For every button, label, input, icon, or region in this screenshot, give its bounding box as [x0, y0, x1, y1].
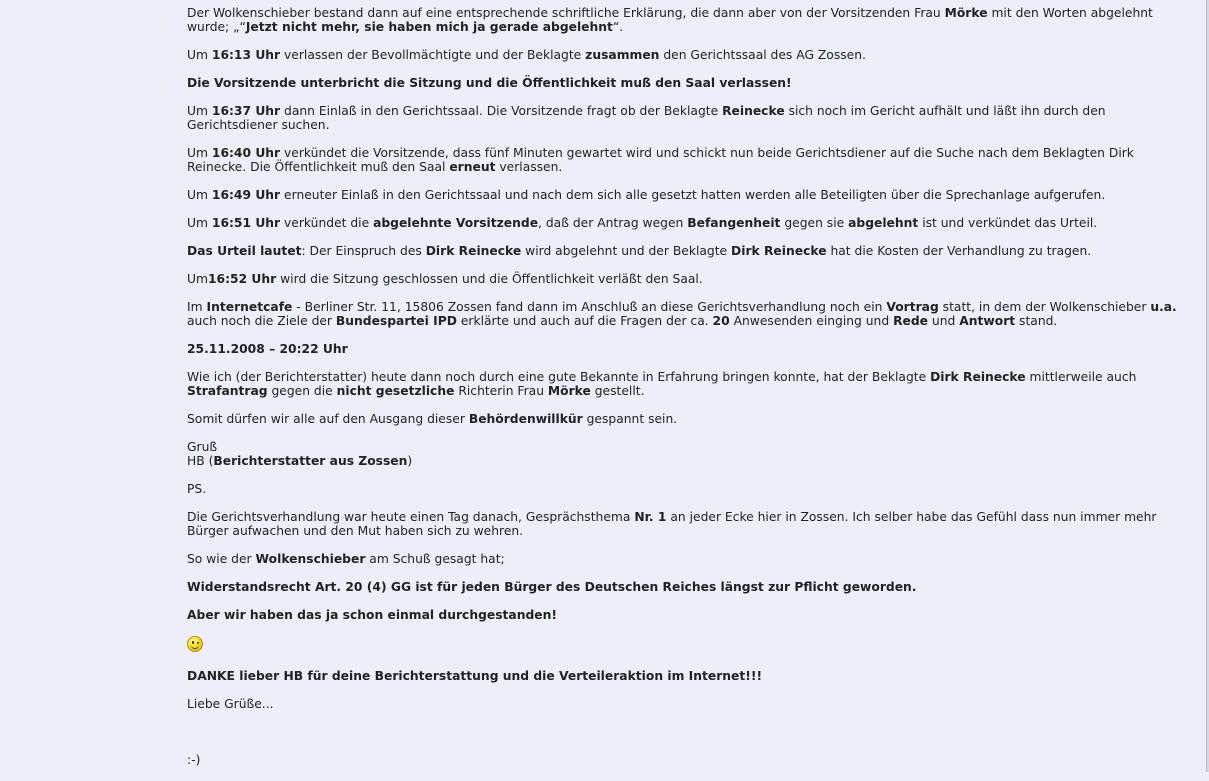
text: Wie ich (der Berichterstatter) heute dann noch durch eine gute Bekannte in Erfahrung bringen konnte, hat der Beklagte	[187, 370, 931, 384]
text: stand.	[1015, 314, 1058, 328]
text: sich noch im Gericht aufhält und läßt ihn durch den Gerichtsdiener suchen.	[187, 104, 1106, 132]
paragraph-liebe-gruesse	[187, 697, 1191, 711]
text: gegen sie	[780, 216, 849, 230]
text: HB (	[187, 454, 214, 468]
paragraph-date-heading	[187, 342, 1191, 356]
paragraph-ps	[187, 482, 1191, 496]
text: Der Wolkenschieber bestand dann auf eine entsprechende schriftliche Erklärung, die dann aber von der Vorsitzenden Frau	[187, 6, 945, 20]
paragraph-behoerdenwillkuer	[187, 412, 1191, 426]
text: an jeder Ecke hier in Zossen. Ich selber habe das Gefühl dass nun immer mehr Bürger aufwachen und den Mut haben sich zu wehren.	[187, 510, 1157, 538]
paragraph-1649	[187, 188, 1191, 202]
text: Um	[187, 48, 212, 62]
paragraph-1652	[187, 272, 1191, 286]
text: Liebe Grüße...	[187, 697, 274, 711]
paragraph-gespraechsthema	[187, 510, 1191, 538]
text: wird abgelehnt und der Beklagte	[521, 244, 732, 258]
bold-text: Befangenheit	[687, 216, 781, 230]
text: Um	[187, 104, 212, 118]
bold-text: Internetcafe	[206, 300, 293, 314]
bold-text: DANKE lieber HB für deine Berichterstattung und die Verteileraktion im Internet!!!	[187, 669, 763, 683]
text: gestellt.	[590, 384, 645, 398]
text: wird die Sitzung geschlossen und die Öffentlichkeit verläßt den Saal.	[276, 272, 703, 286]
text: verlassen.	[495, 160, 563, 174]
text: Um	[187, 216, 212, 230]
paragraph-1651	[187, 216, 1191, 230]
text: gegen die	[267, 384, 337, 398]
text: Die Gerichtsverhandlung war heute einen Tag danach, Gesprächsthema	[187, 510, 635, 524]
text: mittlerweile auch	[1025, 370, 1137, 384]
text: verkündet die Vorsitzende, dass fünf Minuten gewartet wird und schickt nun beide Gerichtsdiener auf die Suche nach dem Beklagten Dirk Reinecke. Die Öffentlichkeit muß den Saal	[187, 146, 1134, 174]
text: gespannt sein.	[582, 412, 678, 426]
bold-text: Widerstandsrecht Art. 20 (4) GG ist für jeden Bürger des Deutschen Reiches längst zur Pflicht geworden.	[187, 580, 917, 594]
text: - Berliner Str. 11, 15806 Zossen fand dann im Anschluß an diese Gerichtsverhandlung noch ein	[292, 300, 887, 314]
bold-text: Vortrag	[886, 300, 939, 314]
bold-text: 20	[712, 314, 730, 328]
bold-text: Dirk Reinecke	[425, 244, 522, 258]
bold-text: zusammen	[585, 48, 660, 62]
text: Um	[187, 272, 208, 286]
paragraph-wolkenschieber-quote-intro	[187, 552, 1191, 566]
bold-text: Antwort	[959, 314, 1016, 328]
bold-text: Rede	[893, 314, 929, 328]
paragraph-strafantrag	[187, 370, 1191, 398]
time-text: 16:51 Uhr	[211, 216, 281, 230]
text: , daß der Antrag wegen	[538, 216, 688, 230]
bold-text: Berichterstatter aus Zossen	[213, 454, 408, 468]
text: So wie der	[187, 552, 256, 566]
paragraph-emoticon-text	[187, 753, 1191, 767]
text: den Gerichtssaal des AG Zossen.	[659, 48, 866, 62]
bold-quote: Jetzt nicht mehr, sie haben mich ja gerade abgelehnt	[245, 20, 613, 34]
time-text: 16:52 Uhr	[207, 272, 277, 286]
text: hat die Kosten der Verhandlung zu tragen.	[826, 244, 1092, 258]
paragraph-interruption	[187, 76, 1191, 90]
paragraph-danke	[187, 669, 1191, 683]
text: am Schuß gesagt hat;	[365, 552, 505, 566]
paragraph-declaration	[187, 6, 1191, 34]
smiley-line	[187, 636, 1191, 656]
text: verkündet die	[280, 216, 374, 230]
text: )	[407, 454, 413, 468]
text: Anwesenden einging und	[729, 314, 894, 328]
paragraph-1640	[187, 146, 1191, 174]
bold-text: Dirk Reinecke	[731, 244, 827, 258]
bold-text: Reinecke	[722, 104, 785, 118]
text: “.	[612, 20, 624, 34]
bold-text: Bundespartei IPD	[335, 314, 457, 328]
text: statt, in dem der Wolkenschieber	[938, 300, 1151, 314]
bold-text: Aber wir haben das ja schon einmal durchgestanden!	[187, 608, 557, 622]
wink-smiley-icon	[187, 636, 203, 652]
time-text: 16:37 Uhr	[211, 104, 281, 118]
time-text: 16:49 Uhr	[211, 188, 281, 202]
bold-text: nicht gesetzliche	[336, 384, 455, 398]
bold-text: Mörke	[944, 6, 988, 20]
bold-text: Behördenwillkür	[468, 412, 583, 426]
text: erneuter Einlaß in den Gerichtssaal und nach dem sich alle gesetzt hatten werden alle Beteiligten über die Sprechanlage aufgerufen.	[280, 188, 1106, 202]
text: PS.	[187, 482, 207, 496]
paragraph-internetcafe	[187, 300, 1191, 328]
text: :-)	[187, 753, 201, 767]
greeting-text: Gruß	[187, 440, 218, 454]
paragraph-1637	[187, 104, 1191, 132]
text: und	[928, 314, 960, 328]
bold-text: Nr. 1	[634, 510, 667, 524]
text: mit den Worten abgelehnt wurde; „“	[187, 6, 1153, 34]
paragraph-signature	[187, 440, 1191, 468]
text: Um	[187, 188, 212, 202]
forum-post-body	[187, 6, 1191, 781]
text: Somit dürfen wir alle auf den Ausgang dieser	[187, 412, 469, 426]
text: dann Einlaß in den Gerichtssaal. Die Vorsitzende fragt ob der Beklagte	[280, 104, 723, 118]
bold-text: u.a.	[1150, 300, 1177, 314]
paragraph-verdict	[187, 244, 1191, 258]
bold-text: Wolkenschieber	[255, 552, 366, 566]
bold-text: Dirk Reinecke	[930, 370, 1026, 384]
bold-text: Strafantrag	[187, 384, 268, 398]
bold-text: Mörke	[547, 384, 591, 398]
text: ist und verkündet das Urteil.	[918, 216, 1098, 230]
paragraph-widerstandsrecht	[187, 580, 1191, 594]
paragraph-1613	[187, 48, 1191, 62]
bold-text: abgelehnte Vorsitzende	[373, 216, 539, 230]
text: erklärte und auch auf die Fragen der ca.	[456, 314, 713, 328]
text: Um	[187, 146, 212, 160]
bold-text: erneut	[449, 160, 496, 174]
paragraph-durchgestanden	[187, 608, 1191, 622]
text: Richterin Frau	[454, 384, 548, 398]
text: auch noch die Ziele der	[187, 314, 336, 328]
bold-text: Die Vorsitzende unterbricht die Sitzung und die Öffentlichkeit muß den Saal verlassen!	[187, 76, 792, 90]
bold-text: abgelehnt	[848, 216, 919, 230]
text: : Der Einspruch des	[301, 244, 426, 258]
text: Im	[187, 300, 207, 314]
time-text: 16:40 Uhr	[211, 146, 281, 160]
text: verlassen der Bevollmächtigte und der Beklagte	[280, 48, 586, 62]
date-heading: 25.11.2008 – 20:22 Uhr	[187, 342, 348, 356]
time-text: 16:13 Uhr	[211, 48, 281, 62]
bold-text: Das Urteil lautet	[187, 244, 302, 258]
